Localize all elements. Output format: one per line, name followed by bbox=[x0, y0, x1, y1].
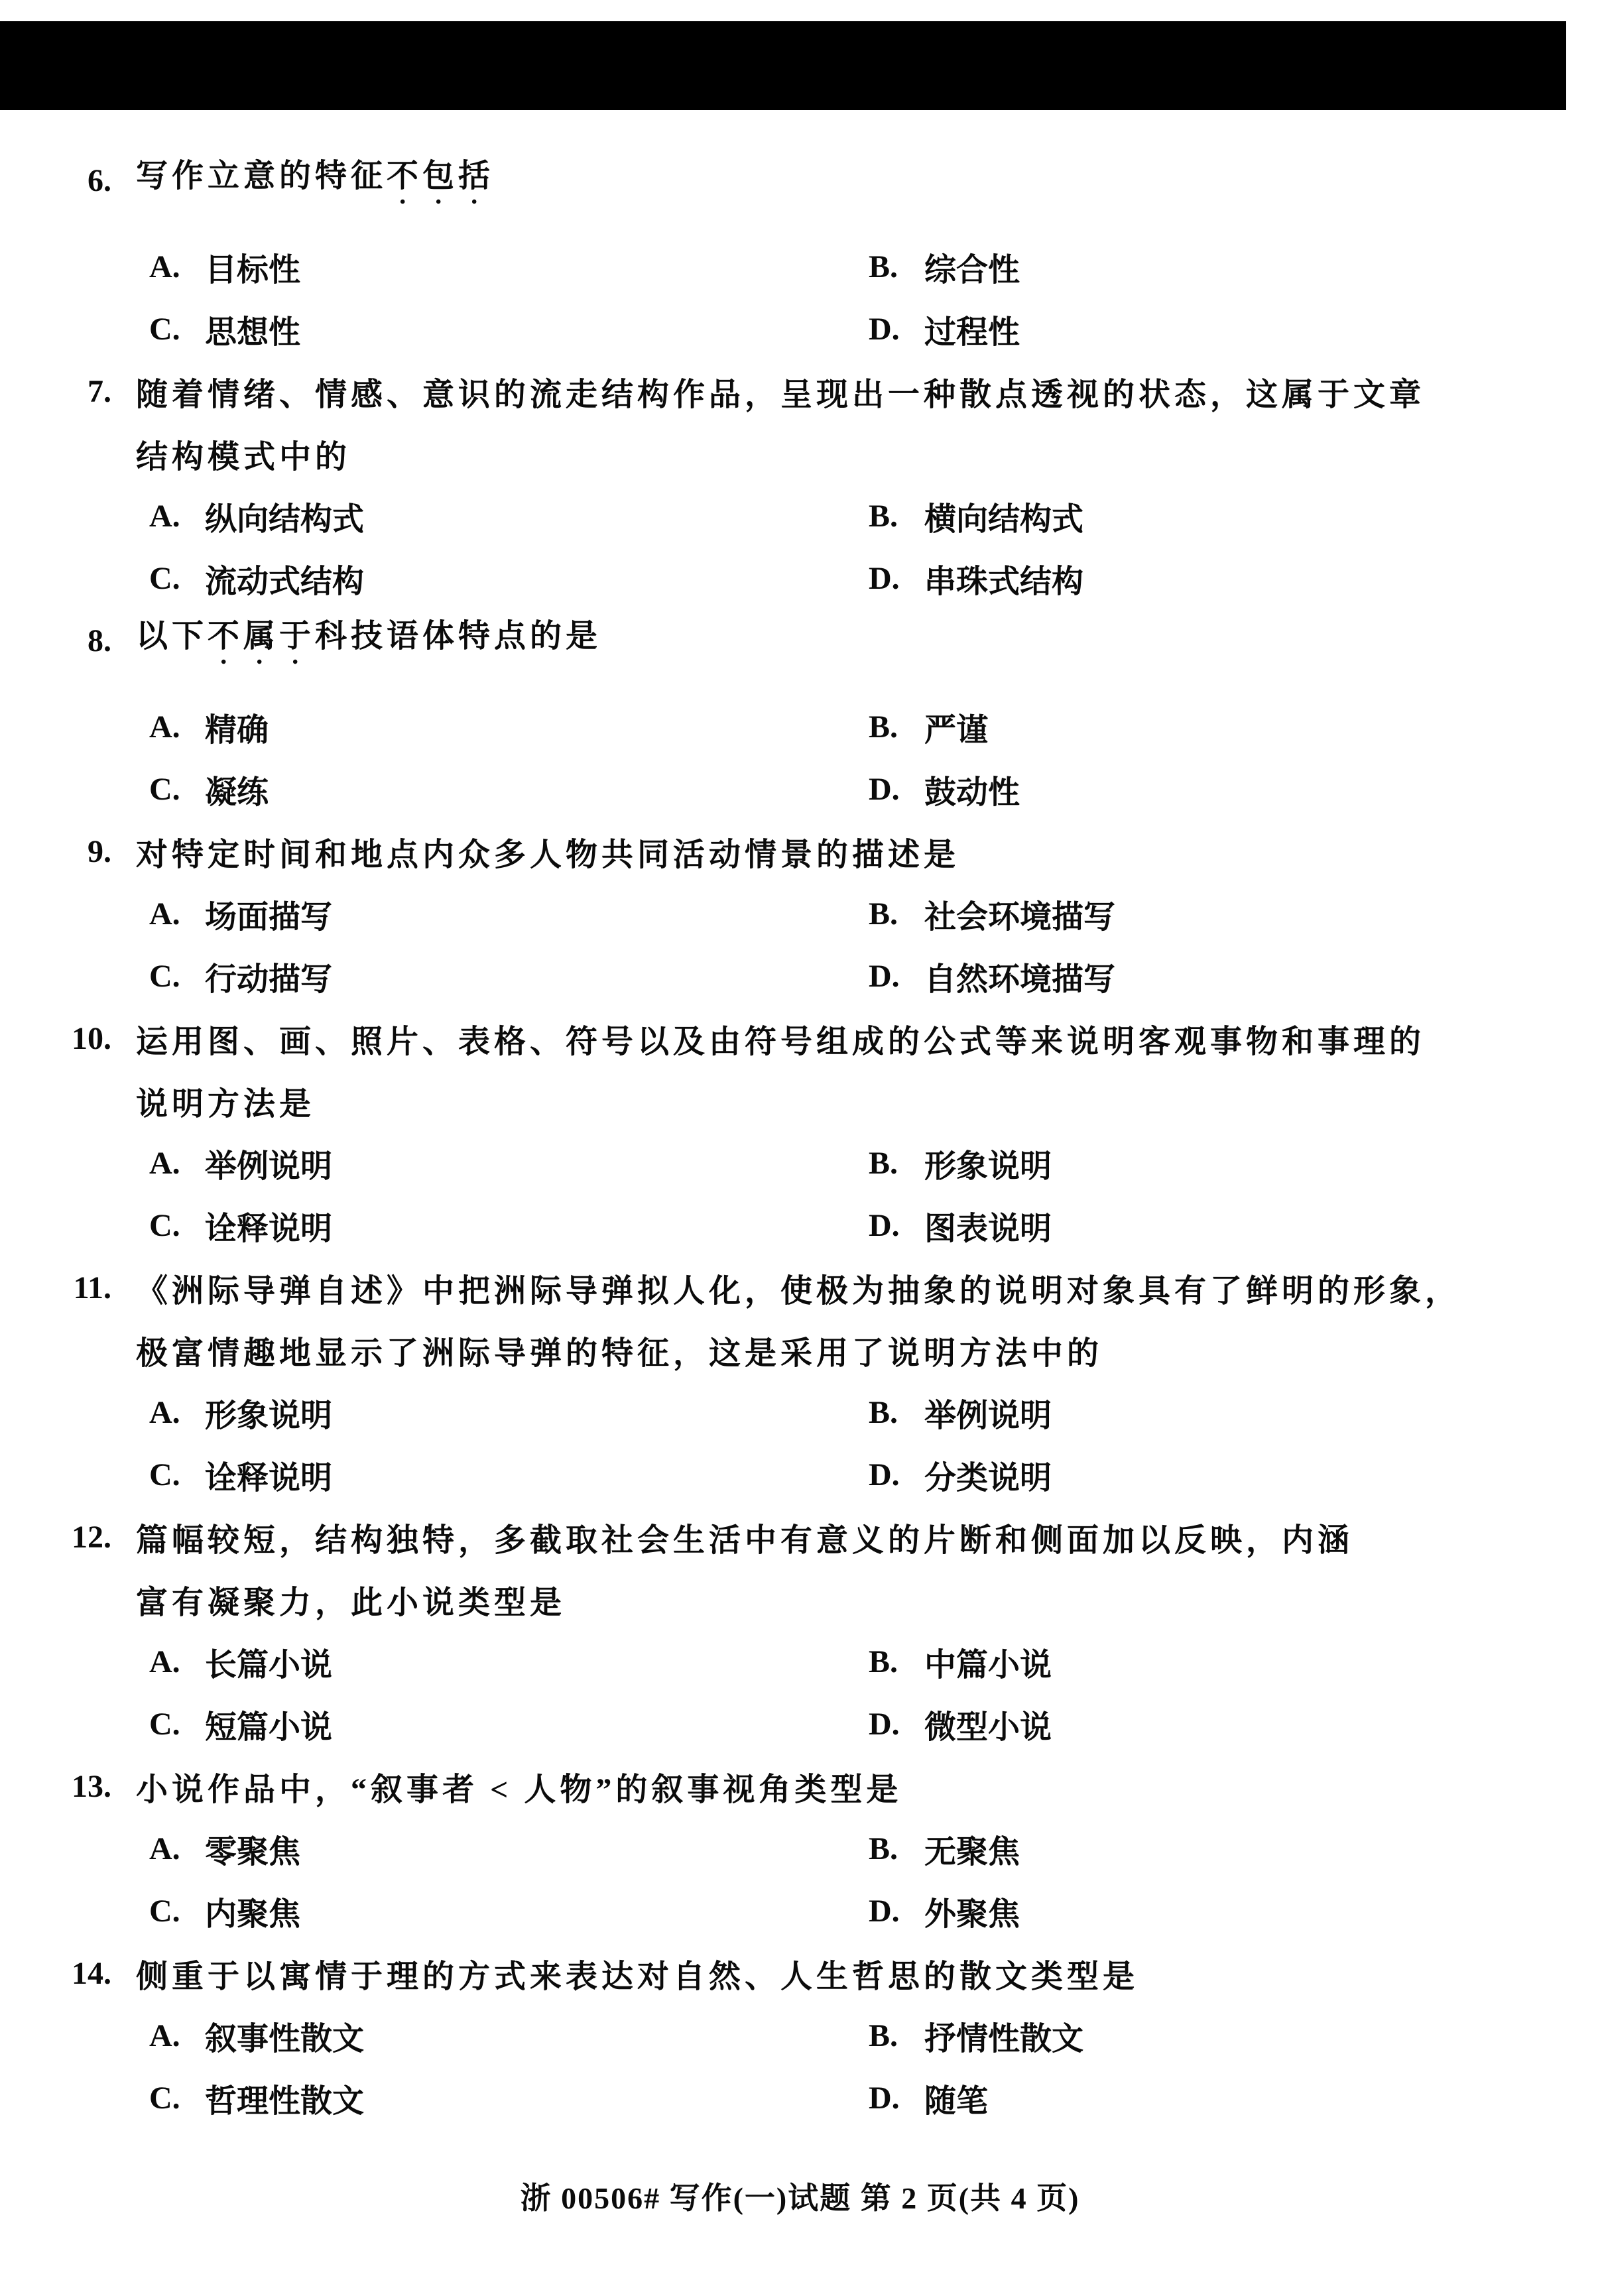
option-text: 过程性 bbox=[924, 314, 1020, 350]
option-text: 叙事性散文 bbox=[205, 2021, 365, 2057]
question-6-options-ab bbox=[0, 235, 1600, 298]
option-letter: A. bbox=[149, 2018, 180, 2053]
question-7-stem bbox=[0, 360, 1600, 422]
option-text: 鼓动性 bbox=[924, 774, 1020, 810]
question-stem-text bbox=[136, 610, 601, 671]
question-11-stem bbox=[0, 1256, 1600, 1319]
question-13-options-ab bbox=[0, 1817, 1600, 1880]
question-9-stem bbox=[0, 820, 1600, 882]
question-9-options-ab bbox=[0, 882, 1600, 945]
question-7-options-cd bbox=[0, 547, 1600, 609]
question-14-option-d bbox=[869, 2075, 988, 2121]
question-8 bbox=[0, 609, 1600, 820]
option-text: 分类说明 bbox=[924, 1460, 1052, 1496]
question-7-option-b bbox=[869, 493, 1083, 539]
question-12-stem-line2 bbox=[0, 1568, 1600, 1630]
option-letter: A. bbox=[149, 1394, 180, 1430]
question-11 bbox=[0, 1256, 1600, 1506]
question-8-option-b bbox=[869, 704, 988, 750]
option-letter: D. bbox=[869, 1893, 900, 1929]
page-footer: 浙 00506# 写作(一)试题 第 2 页(共 4 页) bbox=[520, 2181, 1080, 2215]
question-stem-text: 对特定时间和地点内众多人物共同活动情景的描述是 bbox=[136, 837, 960, 873]
option-text: 凝练 bbox=[205, 774, 269, 810]
option-text: 举例说明 bbox=[924, 1398, 1052, 1433]
question-7-option-a bbox=[149, 493, 869, 539]
option-text: 形象说明 bbox=[205, 1398, 333, 1433]
question-14-option-a bbox=[149, 2013, 869, 2059]
question-6-options-cd bbox=[0, 298, 1600, 360]
question-stem-text: 篇幅较短，结构独特，多截取社会生活中有意义的片断和侧面加以反映，内涵 bbox=[136, 1522, 1354, 1558]
option-text: 严谨 bbox=[924, 712, 989, 748]
question-10 bbox=[0, 1007, 1600, 1256]
question-6-option-a bbox=[149, 244, 869, 290]
option-letter: B. bbox=[869, 1394, 898, 1430]
question-stem-text: 侧重于以寓情于理的方式来表达对自然、人生哲思的散文类型是 bbox=[136, 1959, 1139, 1994]
option-letter: B. bbox=[869, 2018, 898, 2053]
option-letter: C. bbox=[149, 1207, 180, 1243]
option-text: 举例说明 bbox=[205, 1148, 333, 1184]
option-text: 抒情性散文 bbox=[924, 2021, 1084, 2057]
emphasized-text: 不包括 bbox=[387, 158, 495, 194]
question-6-option-c bbox=[149, 306, 869, 352]
question-14-options-cd bbox=[0, 2067, 1600, 2129]
option-letter: B. bbox=[869, 249, 898, 284]
option-text: 哲理性散文 bbox=[205, 2083, 365, 2119]
question-6 bbox=[0, 149, 1600, 360]
option-letter: A. bbox=[149, 896, 180, 932]
option-letter: C. bbox=[149, 1457, 180, 1492]
option-letter: A. bbox=[149, 249, 180, 284]
option-text: 随笔 bbox=[924, 2083, 989, 2119]
option-letter: C. bbox=[149, 1706, 180, 1742]
question-14-option-c bbox=[149, 2075, 869, 2121]
exam-page-content bbox=[0, 149, 1600, 2129]
option-text: 无聚焦 bbox=[924, 1834, 1020, 1870]
emphasized-text: 不属于 bbox=[208, 619, 316, 654]
option-letter: A. bbox=[149, 1644, 180, 1679]
question-13-option-a bbox=[149, 1826, 869, 1872]
option-letter: C. bbox=[149, 771, 180, 807]
question-10-options-ab bbox=[0, 1132, 1600, 1194]
question-12-option-d bbox=[869, 1701, 1052, 1747]
question-12-options-cd bbox=[0, 1693, 1600, 1755]
question-9-option-c bbox=[149, 953, 869, 999]
question-13-option-d bbox=[869, 1888, 1020, 1934]
option-text: 串珠式结构 bbox=[924, 564, 1084, 599]
question-13 bbox=[0, 1755, 1600, 1942]
question-9-option-d bbox=[869, 953, 1115, 999]
question-10-option-c bbox=[149, 1203, 869, 1248]
question-10-option-d bbox=[869, 1203, 1052, 1248]
question-number: 8. bbox=[88, 623, 111, 658]
option-text: 思想性 bbox=[205, 314, 301, 350]
question-11-stem-line2 bbox=[0, 1319, 1600, 1381]
option-text: 零聚焦 bbox=[205, 1834, 301, 1870]
question-12-option-c bbox=[149, 1701, 869, 1747]
question-9-option-a bbox=[149, 891, 869, 937]
option-text: 综合性 bbox=[924, 252, 1020, 288]
question-stem-text bbox=[136, 150, 494, 211]
question-12 bbox=[0, 1506, 1600, 1755]
question-stem-text: 结构模式中的 bbox=[136, 439, 351, 475]
option-letter: D. bbox=[869, 2080, 900, 2116]
option-text: 目标性 bbox=[205, 252, 301, 288]
question-8-options-ab bbox=[0, 695, 1600, 758]
question-7-stem-line2 bbox=[0, 422, 1600, 485]
option-text: 精确 bbox=[205, 712, 269, 748]
option-text: 流动式结构 bbox=[205, 564, 365, 599]
question-number: 11. bbox=[73, 1270, 111, 1305]
question-7-options-ab bbox=[0, 485, 1600, 547]
question-10-stem bbox=[0, 1007, 1600, 1069]
option-letter: D. bbox=[869, 1457, 900, 1492]
option-letter: D. bbox=[869, 311, 900, 347]
question-12-option-b bbox=[869, 1639, 1052, 1685]
option-letter: D. bbox=[869, 560, 900, 596]
option-letter: C. bbox=[149, 560, 180, 596]
question-stem-text: 极富情趣地显示了洲际导弹的特征，这是采用了说明方法中的 bbox=[136, 1335, 1103, 1371]
question-8-option-a bbox=[149, 704, 869, 750]
question-9-options-cd bbox=[0, 945, 1600, 1007]
question-stem-text: 富有凝聚力，此小说类型是 bbox=[136, 1585, 566, 1620]
question-10-option-a bbox=[149, 1140, 869, 1186]
stem-pre: 写作立意的特征 bbox=[136, 158, 387, 194]
question-14-options-ab bbox=[0, 2004, 1600, 2067]
question-11-options-ab bbox=[0, 1381, 1600, 1443]
question-number: 7. bbox=[88, 373, 111, 409]
option-text: 外聚焦 bbox=[924, 1896, 1020, 1932]
question-7 bbox=[0, 360, 1600, 609]
option-text: 形象说明 bbox=[924, 1148, 1052, 1184]
question-number: 10. bbox=[72, 1020, 111, 1056]
option-letter: B. bbox=[869, 1644, 898, 1679]
option-letter: C. bbox=[149, 1893, 180, 1929]
question-8-stem bbox=[0, 609, 1600, 672]
option-letter: B. bbox=[869, 709, 898, 745]
question-number: 6. bbox=[88, 162, 111, 198]
question-8-option-d bbox=[869, 766, 1020, 812]
option-letter: D. bbox=[869, 1706, 900, 1742]
option-text: 场面描写 bbox=[205, 899, 333, 935]
question-10-options-cd bbox=[0, 1194, 1600, 1256]
question-6-option-d bbox=[869, 306, 1020, 352]
option-text: 社会环境描写 bbox=[924, 899, 1116, 935]
option-text: 诠释说明 bbox=[205, 1211, 333, 1246]
question-6-option-b bbox=[869, 244, 1020, 290]
question-9-option-b bbox=[869, 891, 1115, 937]
question-14 bbox=[0, 1942, 1600, 2129]
question-11-option-a bbox=[149, 1390, 869, 1435]
question-11-option-c bbox=[149, 1452, 869, 1498]
option-letter: C. bbox=[149, 311, 180, 347]
option-text: 内聚焦 bbox=[205, 1896, 301, 1932]
option-letter: A. bbox=[149, 498, 180, 534]
option-letter: C. bbox=[149, 2080, 180, 2116]
question-stem-text: 《洲际导弹自述》中把洲际导弹拟人化，使极为抽象的说明对象具有了鲜明的形象， bbox=[136, 1273, 1461, 1309]
question-11-option-b bbox=[869, 1390, 1052, 1435]
option-letter: D. bbox=[869, 958, 900, 994]
question-9 bbox=[0, 820, 1600, 1007]
option-text: 中篇小说 bbox=[924, 1647, 1052, 1683]
question-11-option-d bbox=[869, 1452, 1052, 1498]
option-letter: A. bbox=[149, 1831, 180, 1866]
question-stem-text: 小说作品中，“叙事者 < 人物”的叙事视角类型是 bbox=[136, 1772, 902, 1807]
option-text: 横向结构式 bbox=[924, 501, 1084, 537]
question-13-stem bbox=[0, 1755, 1600, 1817]
question-12-options-ab bbox=[0, 1630, 1600, 1693]
option-text: 诠释说明 bbox=[205, 1460, 333, 1496]
question-8-options-cd bbox=[0, 758, 1600, 820]
option-letter: B. bbox=[869, 1145, 898, 1181]
question-number: 12. bbox=[72, 1519, 111, 1555]
question-number: 9. bbox=[88, 833, 111, 869]
question-12-stem bbox=[0, 1506, 1600, 1568]
question-stem-text: 说明方法是 bbox=[136, 1086, 316, 1122]
question-13-option-c bbox=[149, 1888, 869, 1934]
option-letter: A. bbox=[149, 709, 180, 745]
option-letter: B. bbox=[869, 498, 898, 534]
option-letter: C. bbox=[149, 958, 180, 994]
stem-post: 科技语体特点的是 bbox=[315, 619, 602, 654]
option-text: 长篇小说 bbox=[205, 1647, 333, 1683]
question-7-option-c bbox=[149, 556, 869, 601]
question-14-option-b bbox=[869, 2013, 1083, 2059]
option-text: 微型小说 bbox=[924, 1709, 1052, 1745]
question-7-option-d bbox=[869, 556, 1083, 601]
stem-pre: 以下 bbox=[136, 619, 208, 654]
option-text: 短篇小说 bbox=[205, 1709, 333, 1745]
option-text: 行动描写 bbox=[205, 961, 333, 997]
question-12-option-a bbox=[149, 1639, 869, 1685]
question-14-stem bbox=[0, 1942, 1600, 2004]
option-letter: D. bbox=[869, 1207, 900, 1243]
question-6-stem bbox=[0, 149, 1600, 211]
option-letter: B. bbox=[869, 1831, 898, 1866]
option-letter: D. bbox=[869, 771, 900, 807]
scan-header-bar bbox=[0, 21, 1566, 110]
question-8-option-c bbox=[149, 766, 869, 812]
option-letter: A. bbox=[149, 1145, 180, 1181]
option-text: 自然环境描写 bbox=[924, 961, 1116, 997]
question-10-stem-line2 bbox=[0, 1069, 1600, 1132]
question-stem-text: 运用图、画、照片、表格、符号以及由符号组成的公式等来说明客观事物和事理的 bbox=[136, 1024, 1426, 1059]
question-stem-text: 随着情绪、情感、意识的流走结构作品，呈现出一种散点透视的状态，这属于文章 bbox=[136, 377, 1426, 412]
question-11-options-cd bbox=[0, 1443, 1600, 1506]
question-number: 13. bbox=[72, 1768, 111, 1804]
option-text: 纵向结构式 bbox=[205, 501, 365, 537]
question-13-options-cd bbox=[0, 1880, 1600, 1942]
option-text: 图表说明 bbox=[924, 1211, 1052, 1246]
question-13-option-b bbox=[869, 1826, 1020, 1872]
question-number: 14. bbox=[72, 1955, 111, 1991]
question-10-option-b bbox=[869, 1140, 1052, 1186]
option-letter: B. bbox=[869, 896, 898, 932]
